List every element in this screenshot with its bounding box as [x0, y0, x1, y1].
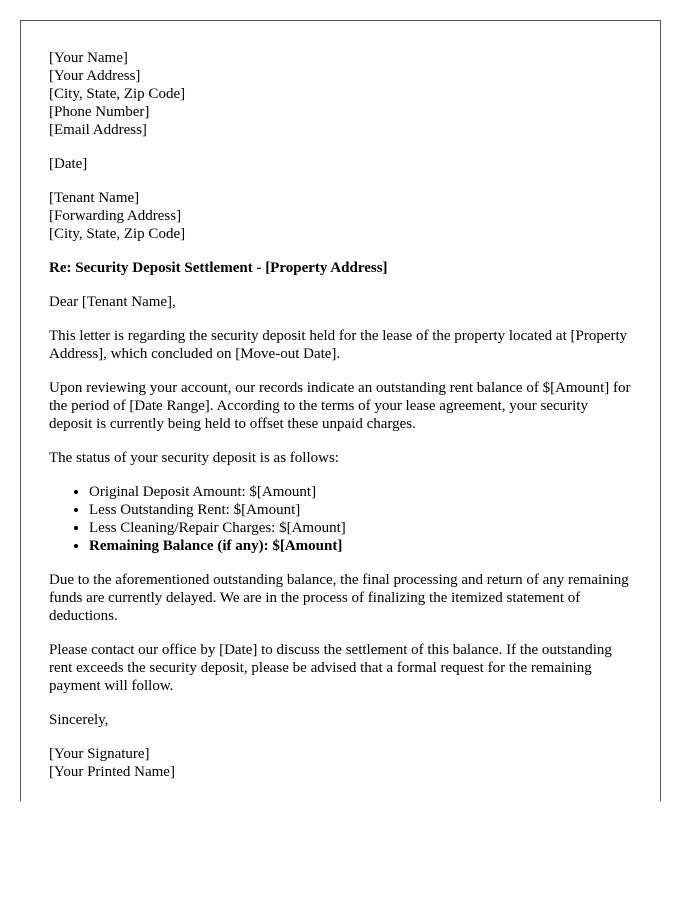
subject-line: Re: Security Deposit Settlement - [Property Address]	[49, 260, 388, 276]
paragraph-delay: Due to the aforementioned outstanding balance, the final processing and return of any remaining funds are currently delayed. We are in the process of finalizing the itemized statement of deductions.	[49, 572, 629, 624]
recipient-name: [Tenant Name]	[49, 190, 140, 206]
recipient-city-state-zip: [City, State, Zip Code]	[49, 226, 186, 242]
signature-block	[49, 745, 634, 781]
letter-date: [Date]	[49, 156, 88, 172]
salutation: Dear [Tenant Name],	[49, 294, 176, 310]
paragraph-contact: Please contact our office by [Date] to discuss the settlement of this balance. If the outstanding rent exceeds the security deposit, please be advised that a formal request for the remaining payment will follow.	[49, 642, 612, 694]
printed-name: [Your Printed Name]	[49, 764, 175, 780]
closing: Sincerely,	[49, 712, 109, 728]
list-item-outstanding-rent: • Less Outstanding Rent: $[Amount]	[89, 501, 634, 519]
sender-name: [Your Name]	[49, 50, 128, 66]
sender-address: [Your Address]	[49, 68, 141, 84]
recipient-block	[49, 189, 634, 243]
sender-block	[49, 49, 634, 139]
date-block	[49, 155, 634, 173]
paragraph-intro: This letter is regarding the security deposit held for the lease of the property located at [Property Address], which concluded on [Move-out Date].	[49, 328, 628, 362]
deposit-status-list	[49, 483, 634, 555]
sender-phone: [Phone Number]	[49, 104, 150, 120]
paragraph-balance: Upon reviewing your account, our records indicate an outstanding rent balance of $[Amount] for the period of [Date Range]. According to the terms of your lease agreement, your security deposit is currently being held to offset these unpaid charges.	[49, 380, 631, 432]
list-item-original-deposit: • Original Deposit Amount: $[Amount]	[89, 483, 634, 501]
sender-email: [Email Address]	[49, 122, 147, 138]
letter-page	[20, 20, 661, 801]
list-item-cleaning-repair: • Less Cleaning/Repair Charges: $[Amount]	[89, 519, 634, 537]
letter-body	[49, 49, 634, 797]
list-item-remaining-balance: • Remaining Balance (if any): $[Amount]	[89, 537, 634, 555]
paragraph-status: The status of your security deposit is as follows:	[49, 450, 339, 466]
recipient-forwarding-address: [Forwarding Address]	[49, 208, 182, 224]
signature: [Your Signature]	[49, 746, 150, 762]
sender-city-state-zip: [City, State, Zip Code]	[49, 86, 186, 102]
